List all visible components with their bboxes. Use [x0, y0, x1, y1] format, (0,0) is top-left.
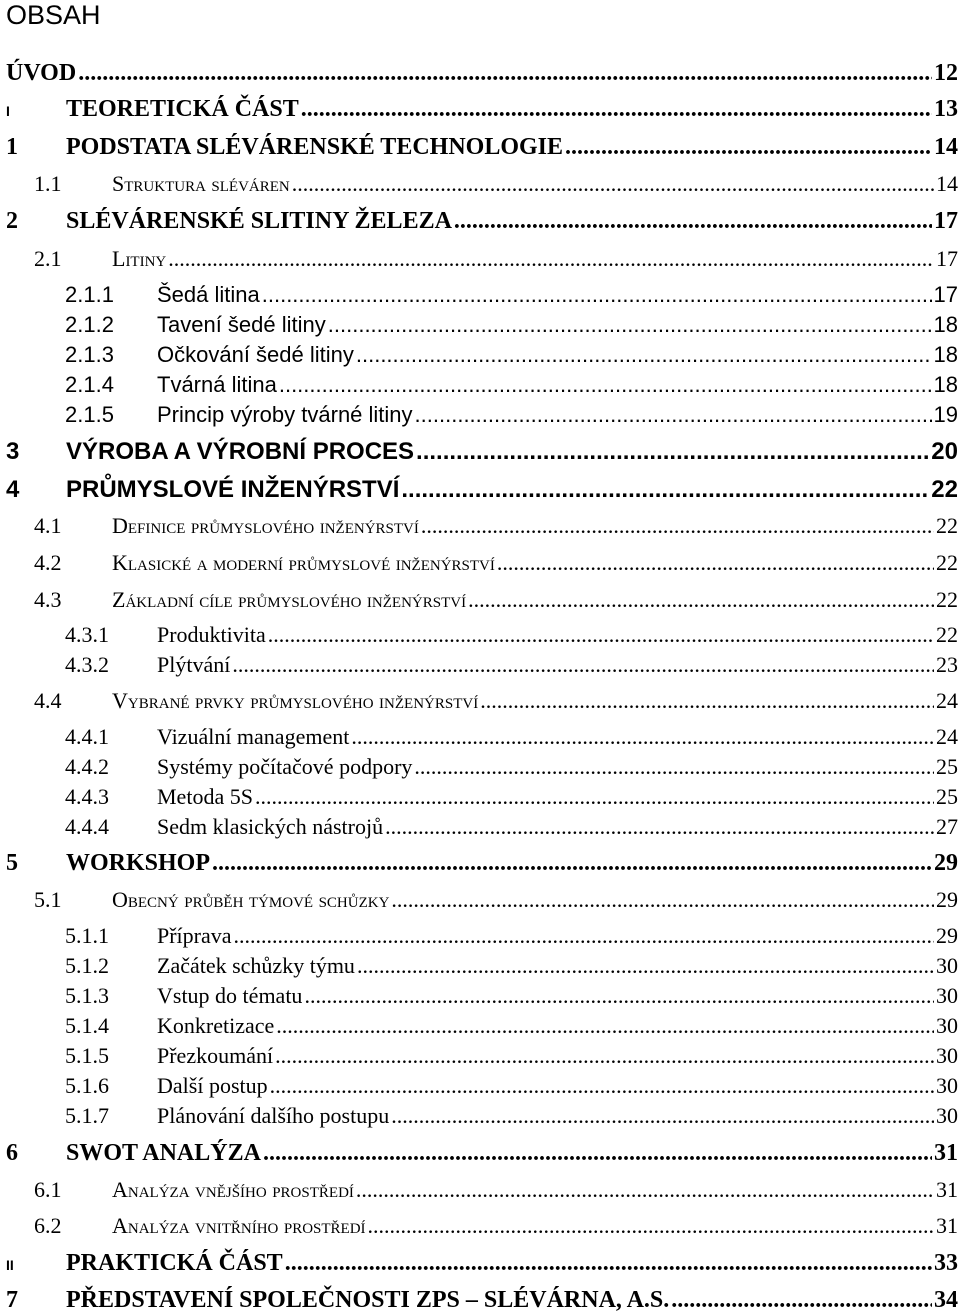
- dot-leader: [263, 1140, 932, 1167]
- toc-entry-page: 24: [936, 688, 958, 713]
- dot-leader: [268, 622, 934, 648]
- toc-entry-page: 31: [936, 1213, 958, 1238]
- dot-leader: [671, 1287, 932, 1314]
- toc-entry[interactable]: [0, 550, 958, 576]
- dot-leader: [285, 1250, 932, 1277]
- toc-entry[interactable]: [0, 171, 958, 197]
- toc-entry[interactable]: [0, 1043, 958, 1069]
- dot-leader: [78, 60, 932, 87]
- toc-entry-page: 20: [931, 438, 958, 465]
- toc-entry[interactable]: [0, 208, 958, 235]
- dot-leader: [234, 923, 934, 949]
- toc-entry-title: Vstup do tématu: [157, 983, 303, 1008]
- toc-entry[interactable]: [0, 1073, 958, 1099]
- dot-leader: [391, 1103, 934, 1129]
- dot-leader: [480, 688, 934, 714]
- toc-entry-number: 2.1.5: [65, 402, 114, 427]
- toc-entry-number: 1: [6, 134, 18, 160]
- toc-entry[interactable]: [0, 652, 958, 678]
- toc-entry-number: 2.1.1: [65, 282, 114, 307]
- dot-leader: [168, 246, 934, 272]
- toc-entry-number: 5.1.4: [65, 1013, 109, 1038]
- toc-entry-page: 18: [933, 372, 958, 397]
- toc-entry-page: 22: [936, 587, 958, 612]
- toc-entry[interactable]: [0, 784, 958, 810]
- toc-entry-page: 22: [936, 622, 958, 647]
- toc-entry-number: 4.3.2: [65, 652, 109, 677]
- toc-entry-page: 13: [934, 96, 958, 122]
- toc-entry-title: Vizuální management: [157, 724, 350, 749]
- dot-leader: [356, 342, 932, 368]
- toc-entry[interactable]: [0, 688, 958, 714]
- dot-leader: [385, 814, 934, 840]
- dot-leader: [565, 134, 932, 161]
- toc-entry-page: 30: [936, 983, 958, 1008]
- toc-entry-number: 4.3.1: [65, 622, 109, 647]
- toc-entry-page: 30: [936, 1073, 958, 1098]
- toc-entry[interactable]: [0, 923, 958, 949]
- toc-entry-number: 4: [6, 476, 20, 503]
- toc-entry-title: Systémy počítačové podpory: [157, 754, 413, 779]
- toc-entry-number: 6.2: [34, 1213, 62, 1238]
- toc-entry-title: Další postup: [157, 1073, 268, 1098]
- toc-entry-number: 2: [6, 208, 18, 234]
- toc-entry[interactable]: [0, 438, 958, 466]
- toc-entry[interactable]: [0, 754, 958, 780]
- toc-entry[interactable]: [0, 953, 958, 979]
- toc-entry-number: 5.1.3: [65, 983, 109, 1008]
- toc-entry-number: 5: [6, 850, 18, 876]
- toc-entry-title: SLÉVÁRENSKÉ SLITINY ŽELEZA: [66, 208, 452, 234]
- toc-entry-title: Vybrané prvky průmyslového inženýrství: [112, 688, 479, 713]
- toc-entry[interactable]: [0, 724, 958, 750]
- toc-entry[interactable]: [0, 342, 958, 368]
- dot-leader: [276, 1013, 934, 1039]
- toc-entry-page: 34: [934, 1287, 958, 1313]
- toc-entry-number: 2.1.2: [65, 312, 114, 337]
- toc-entry-title: Metoda 5S: [157, 784, 253, 809]
- toc-entry-title: PRAKTICKÁ ČÁST: [66, 1250, 283, 1276]
- toc-entry-number: 5.1.2: [65, 953, 109, 978]
- toc-entry-number: I: [6, 103, 10, 119]
- dot-leader: [275, 1043, 934, 1069]
- toc-entry-page: 17: [936, 246, 958, 271]
- toc-entry-page: 31: [936, 1177, 958, 1202]
- toc-entry-title: Očkování šedé litiny: [157, 342, 354, 367]
- toc-entry-page: 17: [934, 208, 958, 234]
- toc-entry-page: 33: [934, 1250, 958, 1276]
- toc-entry-number: 4.2: [34, 550, 62, 575]
- toc-entry-page: 29: [936, 887, 958, 912]
- toc-entry-title: Základní cíle průmyslového inženýrství: [112, 587, 467, 612]
- toc-entry-title: Plánování dalšího postupu: [157, 1103, 390, 1128]
- toc-entry-number: 7: [6, 1287, 18, 1313]
- toc-entry-title: Začátek schůzky týmu: [157, 953, 355, 978]
- toc-entry-number: 2.1.4: [65, 372, 114, 397]
- dot-leader: [301, 96, 932, 123]
- toc-entry-page: 29: [936, 923, 958, 948]
- toc-entry-title: Obecný průběh týmové schůzky: [112, 887, 390, 912]
- dot-leader: [414, 754, 934, 780]
- toc-entry[interactable]: [0, 1250, 958, 1277]
- toc-entry[interactable]: [0, 850, 958, 877]
- toc-entry-title: Analýza vnějšího prostředí: [112, 1177, 354, 1202]
- toc-entry-title: Klasické a moderní průmyslové inženýrství: [112, 550, 495, 575]
- toc-entry[interactable]: [0, 887, 958, 913]
- toc-entry-title: Přezkoumání: [157, 1043, 274, 1068]
- dot-leader: [421, 513, 934, 539]
- dot-leader: [454, 208, 932, 235]
- dot-leader: [292, 171, 934, 197]
- toc-entry-page: 18: [933, 342, 958, 367]
- dot-leader: [262, 282, 932, 308]
- dot-leader: [328, 312, 932, 338]
- dot-leader: [279, 372, 932, 398]
- toc-entry-page: 22: [936, 550, 958, 575]
- toc-entry-page: 24: [936, 724, 958, 749]
- dot-leader: [304, 983, 934, 1009]
- toc-entry[interactable]: [0, 1177, 958, 1203]
- toc-entry-page: 22: [936, 513, 958, 538]
- dot-leader: [401, 476, 929, 504]
- dot-leader: [212, 850, 932, 877]
- page-title: OBSAH: [6, 0, 101, 30]
- toc-entry-title: Definice průmyslového inženýrství: [112, 513, 419, 538]
- toc-entry-number: 6.1: [34, 1177, 62, 1202]
- dot-leader: [357, 953, 934, 979]
- toc-entry[interactable]: [0, 513, 958, 539]
- toc-entry-number: 2.1: [34, 246, 62, 271]
- toc-entry[interactable]: [0, 1103, 958, 1129]
- dot-leader: [415, 402, 932, 428]
- toc-entry-page: 18: [933, 312, 958, 337]
- toc-entry-page: 19: [933, 402, 958, 427]
- dot-leader: [270, 1073, 934, 1099]
- toc-entry-page: 23: [936, 652, 958, 677]
- toc-entry-title: PRŮMYSLOVÉ INŽENÝRSTVÍ: [66, 476, 400, 503]
- toc-entry[interactable]: [0, 1213, 958, 1239]
- toc-entry-number: II: [6, 1257, 14, 1273]
- toc-entry-page: 29: [934, 850, 958, 876]
- toc-entry[interactable]: [0, 622, 958, 648]
- toc-entry[interactable]: [0, 1287, 958, 1314]
- toc-entry-page: 14: [936, 171, 958, 196]
- toc-entry-title: Tavení šedé litiny: [157, 312, 326, 337]
- dot-leader: [356, 1177, 934, 1203]
- dot-leader: [391, 887, 934, 913]
- toc-entry[interactable]: [0, 476, 958, 504]
- toc-entry[interactable]: [0, 246, 958, 272]
- toc-entry[interactable]: [0, 1140, 958, 1167]
- toc-entry-page: 30: [936, 953, 958, 978]
- toc-entry-page: 12: [934, 60, 958, 86]
- toc-entry-title: Analýza vnitřního prostředí: [112, 1213, 366, 1238]
- toc-entry-page: 14: [934, 134, 958, 160]
- toc-entry-title: PŘEDSTAVENÍ SPOLEČNOSTI ZPS – SLÉVÁRNA, A.S.: [66, 1287, 670, 1313]
- toc-entry-number: 4.1: [34, 513, 62, 538]
- toc-entry[interactable]: [0, 983, 958, 1009]
- toc-entry-title: Konkretizace: [157, 1013, 275, 1038]
- toc-entry-title: Šedá litina: [157, 282, 260, 307]
- toc-entry-page: 30: [936, 1043, 958, 1068]
- toc-entry-page: 27: [936, 814, 958, 839]
- toc-entry-title: ÚVOD: [6, 60, 77, 86]
- dot-leader: [416, 438, 929, 466]
- toc-entry[interactable]: [0, 134, 958, 161]
- toc-entry-number: 4.4.3: [65, 784, 109, 809]
- toc-entry-number: 5.1: [34, 887, 62, 912]
- toc-entry[interactable]: [0, 282, 958, 308]
- toc-entry-number: 1.1: [34, 171, 62, 196]
- toc-entry-title: Plýtvání: [157, 652, 231, 677]
- dot-leader: [468, 587, 934, 613]
- toc-entry[interactable]: [0, 312, 958, 338]
- dot-leader: [232, 652, 934, 678]
- toc-entry[interactable]: [0, 96, 958, 123]
- toc-entry-title: VÝROBA A VÝROBNÍ PROCES: [66, 438, 415, 465]
- toc-entry-number: 4.4.2: [65, 754, 109, 779]
- toc-entry-title: Princip výroby tvárné litiny: [157, 402, 413, 427]
- toc-entry-number: 3: [6, 438, 20, 465]
- toc-entry-number: 4.4: [34, 688, 62, 713]
- dot-leader: [368, 1213, 934, 1239]
- toc-entry-page: 22: [931, 476, 958, 503]
- dot-leader: [351, 724, 934, 750]
- toc-entry-title: Struktura sléváren: [112, 171, 290, 196]
- toc-entry-title: Příprava: [157, 923, 232, 948]
- dot-leader: [497, 550, 934, 576]
- toc-entry-number: 2.1.3: [65, 342, 114, 367]
- toc-entry-page: 17: [933, 282, 958, 307]
- toc-entry-page: 30: [936, 1013, 958, 1038]
- toc-entry[interactable]: [0, 372, 958, 398]
- toc-entry-page: 25: [936, 784, 958, 809]
- toc-entry-number: 4.3: [34, 587, 62, 612]
- toc-entry-title: Litiny: [112, 246, 167, 271]
- toc-entry-number: 5.1.1: [65, 923, 109, 948]
- toc-entry-number: 4.4.4: [65, 814, 109, 839]
- toc-entry-number: 5.1.7: [65, 1103, 109, 1128]
- toc-entry-title: Tvárná litina: [157, 372, 277, 397]
- toc-entry[interactable]: [0, 587, 958, 613]
- toc-entry-title: Produktivita: [157, 622, 266, 647]
- toc-entry-title: Sedm klasických nástrojů: [157, 814, 384, 839]
- toc-entry-number: 6: [6, 1140, 18, 1166]
- toc-entry-title: WORKSHOP: [66, 850, 211, 876]
- toc-entry-number: 5.1.5: [65, 1043, 109, 1068]
- toc-entry[interactable]: [0, 60, 958, 87]
- toc-entry[interactable]: [0, 1013, 958, 1039]
- dot-leader: [255, 784, 934, 810]
- toc-entry-title: SWOT ANALÝZA: [66, 1140, 261, 1166]
- toc-entry-page: 31: [934, 1140, 958, 1166]
- toc-entry-number: 4.4.1: [65, 724, 109, 749]
- toc-entry-page: 25: [936, 754, 958, 779]
- toc-entry-title: TEORETICKÁ ČÁST: [66, 96, 299, 122]
- toc-entry[interactable]: [0, 814, 958, 840]
- toc-entry-title: PODSTATA SLÉVÁRENSKÉ TECHNOLOGIE: [66, 134, 564, 160]
- toc-entry-page: 30: [936, 1103, 958, 1128]
- toc-entry[interactable]: [0, 402, 958, 428]
- toc-entry-number: 5.1.6: [65, 1073, 109, 1098]
